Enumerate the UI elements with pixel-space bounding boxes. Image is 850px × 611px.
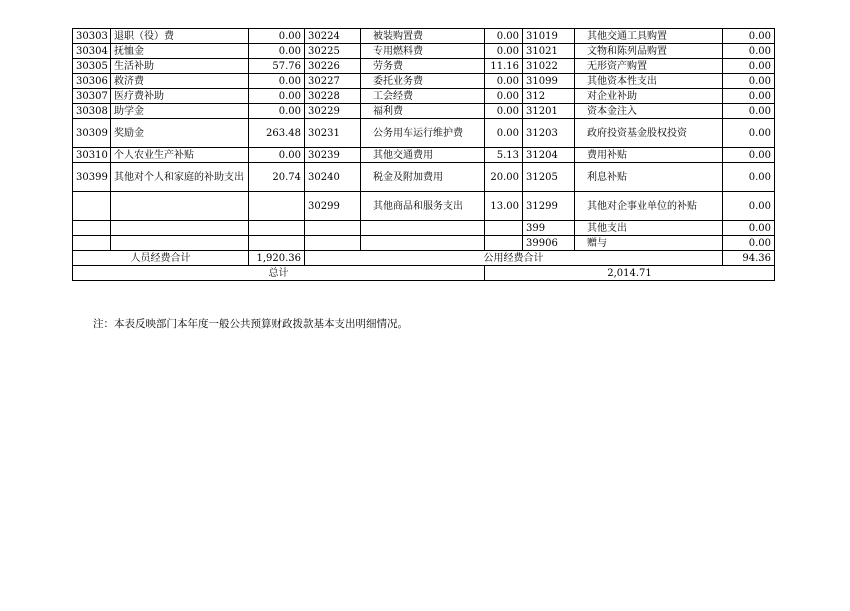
table-row [73, 59, 775, 74]
personnel-name-cell: 退职（役）费 [111, 29, 249, 44]
goods-amount-cell [485, 236, 523, 251]
personnel-name-cell [111, 192, 249, 221]
capital-code-cell: 39906 [523, 236, 575, 251]
capital-amount-cell: 0.00 [723, 236, 775, 251]
goods-amount-cell: 0.00 [485, 29, 523, 44]
footnote: 注：本表反映部门本年度一般公共预算财政拨款基本支出明细情况。 [93, 318, 408, 330]
capital-amount-cell: 0.00 [723, 119, 775, 148]
goods-name-cell: 委托业务费 [361, 74, 485, 89]
personnel-code-cell [73, 236, 111, 251]
capital-amount-cell: 0.00 [723, 29, 775, 44]
goods-amount-cell: 0.00 [485, 119, 523, 148]
goods-code-cell: 30299 [305, 192, 361, 221]
goods-amount-cell: 0.00 [485, 104, 523, 119]
capital-amount-cell: 0.00 [723, 59, 775, 74]
table-row [73, 104, 775, 119]
personnel-code-cell [73, 192, 111, 221]
personnel-amount-cell [249, 192, 305, 221]
capital-amount-cell: 0.00 [723, 192, 775, 221]
capital-code-cell: 312 [523, 89, 575, 104]
basic-expenditure-table [72, 28, 775, 281]
personnel-name-cell: 生活补助 [111, 59, 249, 74]
personnel-code-cell: 30399 [73, 163, 111, 192]
capital-code-cell: 31099 [523, 74, 575, 89]
personnel-code-cell: 30308 [73, 104, 111, 119]
capital-name-cell: 无形资产购置 [575, 59, 723, 74]
table-row [73, 192, 775, 221]
personnel-code-cell: 30305 [73, 59, 111, 74]
capital-name-cell: 其他资本性支出 [575, 74, 723, 89]
goods-name-cell [361, 221, 485, 236]
goods-name-cell: 福利费 [361, 104, 485, 119]
personnel-code-cell: 30307 [73, 89, 111, 104]
goods-name-cell: 劳务费 [361, 59, 485, 74]
goods-name-cell: 其他商品和服务支出 [361, 192, 485, 221]
capital-amount-cell: 0.00 [723, 148, 775, 163]
personnel-amount-cell [249, 236, 305, 251]
table-row [73, 89, 775, 104]
capital-code-cell: 31203 [523, 119, 575, 148]
personnel-name-cell: 医疗费补助 [111, 89, 249, 104]
goods-amount-cell: 20.00 [485, 163, 523, 192]
public-total-value: 94.36 [723, 251, 775, 266]
personnel-amount-cell: 263.48 [249, 119, 305, 148]
table-body [73, 29, 775, 251]
capital-code-cell: 31022 [523, 59, 575, 74]
capital-code-cell: 31205 [523, 163, 575, 192]
capital-code-cell: 31299 [523, 192, 575, 221]
personnel-code-cell: 30310 [73, 148, 111, 163]
capital-code-cell: 31201 [523, 104, 575, 119]
capital-amount-cell: 0.00 [723, 89, 775, 104]
goods-code-cell: 30240 [305, 163, 361, 192]
personnel-name-cell: 其他对个人和家庭的补助支出 [111, 163, 249, 192]
personnel-name-cell: 救济费 [111, 74, 249, 89]
capital-name-cell: 其他对企事业单位的补贴 [575, 192, 723, 221]
personnel-name-cell: 助学金 [111, 104, 249, 119]
personnel-name-cell: 个人农业生产补贴 [111, 148, 249, 163]
goods-code-cell: 30231 [305, 119, 361, 148]
goods-code-cell [305, 221, 361, 236]
personnel-amount-cell: 20.74 [249, 163, 305, 192]
personnel-amount-cell: 0.00 [249, 29, 305, 44]
personnel-name-cell: 抚恤金 [111, 44, 249, 59]
goods-code-cell: 30229 [305, 104, 361, 119]
personnel-total-value: 1,920.36 [249, 251, 305, 266]
grand-total-row [73, 266, 775, 281]
goods-code-cell: 30226 [305, 59, 361, 74]
personnel-total-label: 人员经费合计 [73, 251, 249, 266]
personnel-amount-cell: 0.00 [249, 148, 305, 163]
goods-name-cell [361, 236, 485, 251]
capital-name-cell: 利息补贴 [575, 163, 723, 192]
capital-name-cell: 其他交通工具购置 [575, 29, 723, 44]
personnel-amount-cell [249, 221, 305, 236]
capital-code-cell: 31204 [523, 148, 575, 163]
personnel-amount-cell: 0.00 [249, 44, 305, 59]
personnel-amount-cell: 0.00 [249, 89, 305, 104]
personnel-code-cell [73, 221, 111, 236]
capital-code-cell: 31021 [523, 44, 575, 59]
goods-code-cell: 30228 [305, 89, 361, 104]
goods-code-cell: 30225 [305, 44, 361, 59]
capital-name-cell: 资本金注入 [575, 104, 723, 119]
public-total-label: 公用经费合计 [305, 251, 723, 266]
goods-name-cell: 专用燃料费 [361, 44, 485, 59]
goods-amount-cell [485, 221, 523, 236]
capital-amount-cell: 0.00 [723, 221, 775, 236]
personnel-amount-cell: 57.76 [249, 59, 305, 74]
grand-total-label: 总计 [73, 266, 485, 281]
capital-amount-cell: 0.00 [723, 44, 775, 59]
capital-name-cell: 文物和陈列品购置 [575, 44, 723, 59]
personnel-amount-cell: 0.00 [249, 74, 305, 89]
goods-name-cell: 工会经费 [361, 89, 485, 104]
goods-code-cell [305, 236, 361, 251]
goods-name-cell: 被装购置费 [361, 29, 485, 44]
table-row [73, 236, 775, 251]
capital-name-cell: 赠与 [575, 236, 723, 251]
goods-code-cell: 30227 [305, 74, 361, 89]
grand-total-value: 2,014.71 [485, 266, 775, 281]
personnel-public-total-row [73, 251, 775, 266]
goods-name-cell: 其他交通费用 [361, 148, 485, 163]
goods-amount-cell: 5.13 [485, 148, 523, 163]
personnel-name-cell [111, 236, 249, 251]
table-row [73, 29, 775, 44]
personnel-name-cell: 奖励金 [111, 119, 249, 148]
capital-amount-cell: 0.00 [723, 74, 775, 89]
table-row [73, 44, 775, 59]
personnel-code-cell: 30309 [73, 119, 111, 148]
table-row [73, 221, 775, 236]
table-row [73, 74, 775, 89]
personnel-code-cell: 30306 [73, 74, 111, 89]
personnel-name-cell [111, 221, 249, 236]
capital-code-cell: 31019 [523, 29, 575, 44]
table-row [73, 163, 775, 192]
goods-code-cell: 30239 [305, 148, 361, 163]
goods-amount-cell: 13.00 [485, 192, 523, 221]
goods-code-cell: 30224 [305, 29, 361, 44]
goods-name-cell: 公务用车运行维护费 [361, 119, 485, 148]
personnel-code-cell: 30304 [73, 44, 111, 59]
capital-name-cell: 其他支出 [575, 221, 723, 236]
capital-code-cell: 399 [523, 221, 575, 236]
table-row [73, 119, 775, 148]
goods-amount-cell: 0.00 [485, 44, 523, 59]
goods-amount-cell: 0.00 [485, 74, 523, 89]
table-row [73, 148, 775, 163]
capital-name-cell: 政府投资基金股权投资 [575, 119, 723, 148]
goods-amount-cell: 11.16 [485, 59, 523, 74]
capital-amount-cell: 0.00 [723, 163, 775, 192]
personnel-code-cell: 30303 [73, 29, 111, 44]
capital-name-cell: 对企业补助 [575, 89, 723, 104]
goods-name-cell: 税金及附加费用 [361, 163, 485, 192]
capital-name-cell: 费用补贴 [575, 148, 723, 163]
goods-amount-cell: 0.00 [485, 89, 523, 104]
personnel-amount-cell: 0.00 [249, 104, 305, 119]
capital-amount-cell: 0.00 [723, 104, 775, 119]
